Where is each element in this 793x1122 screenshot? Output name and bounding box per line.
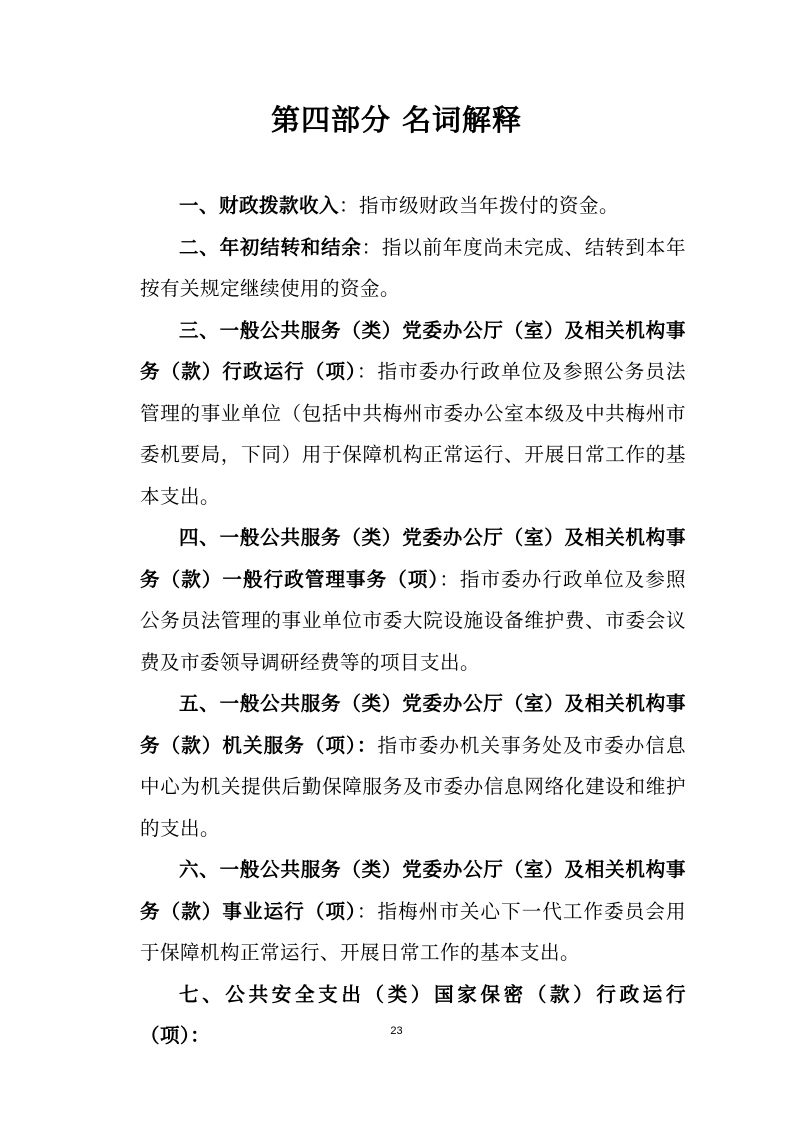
glossary-term: 七、公共安全支出（类）国家保密（款）行政运行（项）： xyxy=(140,982,686,1047)
glossary-entry xyxy=(140,310,686,518)
page-number: 23 xyxy=(390,1025,403,1037)
glossary-definition: ：指市委办行政单位及参照公务员法管理的事业单位（包括中共梅州市委办公室本级及中共梅州市委机要局，下同）用于保障机构正常运行、开展日常工作的基本支出。 xyxy=(140,360,686,508)
glossary-entry xyxy=(140,683,686,849)
glossary-entry xyxy=(140,227,686,310)
glossary-content xyxy=(140,185,686,1057)
glossary-definition: ：指梅州市关心下一代工作委员会用于保障机构正常运行、开展日常工作的基本支出。 xyxy=(140,899,686,964)
glossary-term: 六、一般公共服务（类）党委办公厅（室）及相关机构事务（款）事业运行（项） xyxy=(140,858,686,923)
glossary-term: 二、年初结转和结余 xyxy=(179,235,362,259)
glossary-entry xyxy=(140,517,686,683)
glossary-term: 五、一般公共服务（类）党委办公厅（室）及相关机构事务（款）机关服务（项）： xyxy=(140,692,686,757)
glossary-entry xyxy=(140,849,686,974)
glossary-entry xyxy=(140,185,686,227)
glossary-term: 三、一般公共服务（类）党委办公厅（室）及相关机构事务（款）行政运行（项） xyxy=(140,318,686,383)
glossary-term: 四、一般公共服务（类）党委办公厅（室）及相关机构事务（款）一般行政管理事务（项） xyxy=(140,526,686,591)
glossary-entry xyxy=(140,974,686,1057)
glossary-definition: ：指市委办行政单位及参照公务员法管理的事业单位市委大院设施设备维护费、市委会议费及市委领导调研经费等的项目支出。 xyxy=(140,567,686,674)
page-title: 第四部分 名词解释 xyxy=(270,103,523,137)
glossary-definition: 指市委办机关事务处及市委办信息中心为机关提供后勤保障服务及市委办信息网络化建设和维护的支出。 xyxy=(140,733,686,840)
glossary-term: 一、财政拨款收入 xyxy=(179,194,340,217)
glossary-definition: ：指市级财政当年拨付的资金。 xyxy=(339,194,620,217)
glossary-definition: ：指以前年度尚未完成、结转到本年按有关规定继续使用的资金。 xyxy=(140,235,686,300)
